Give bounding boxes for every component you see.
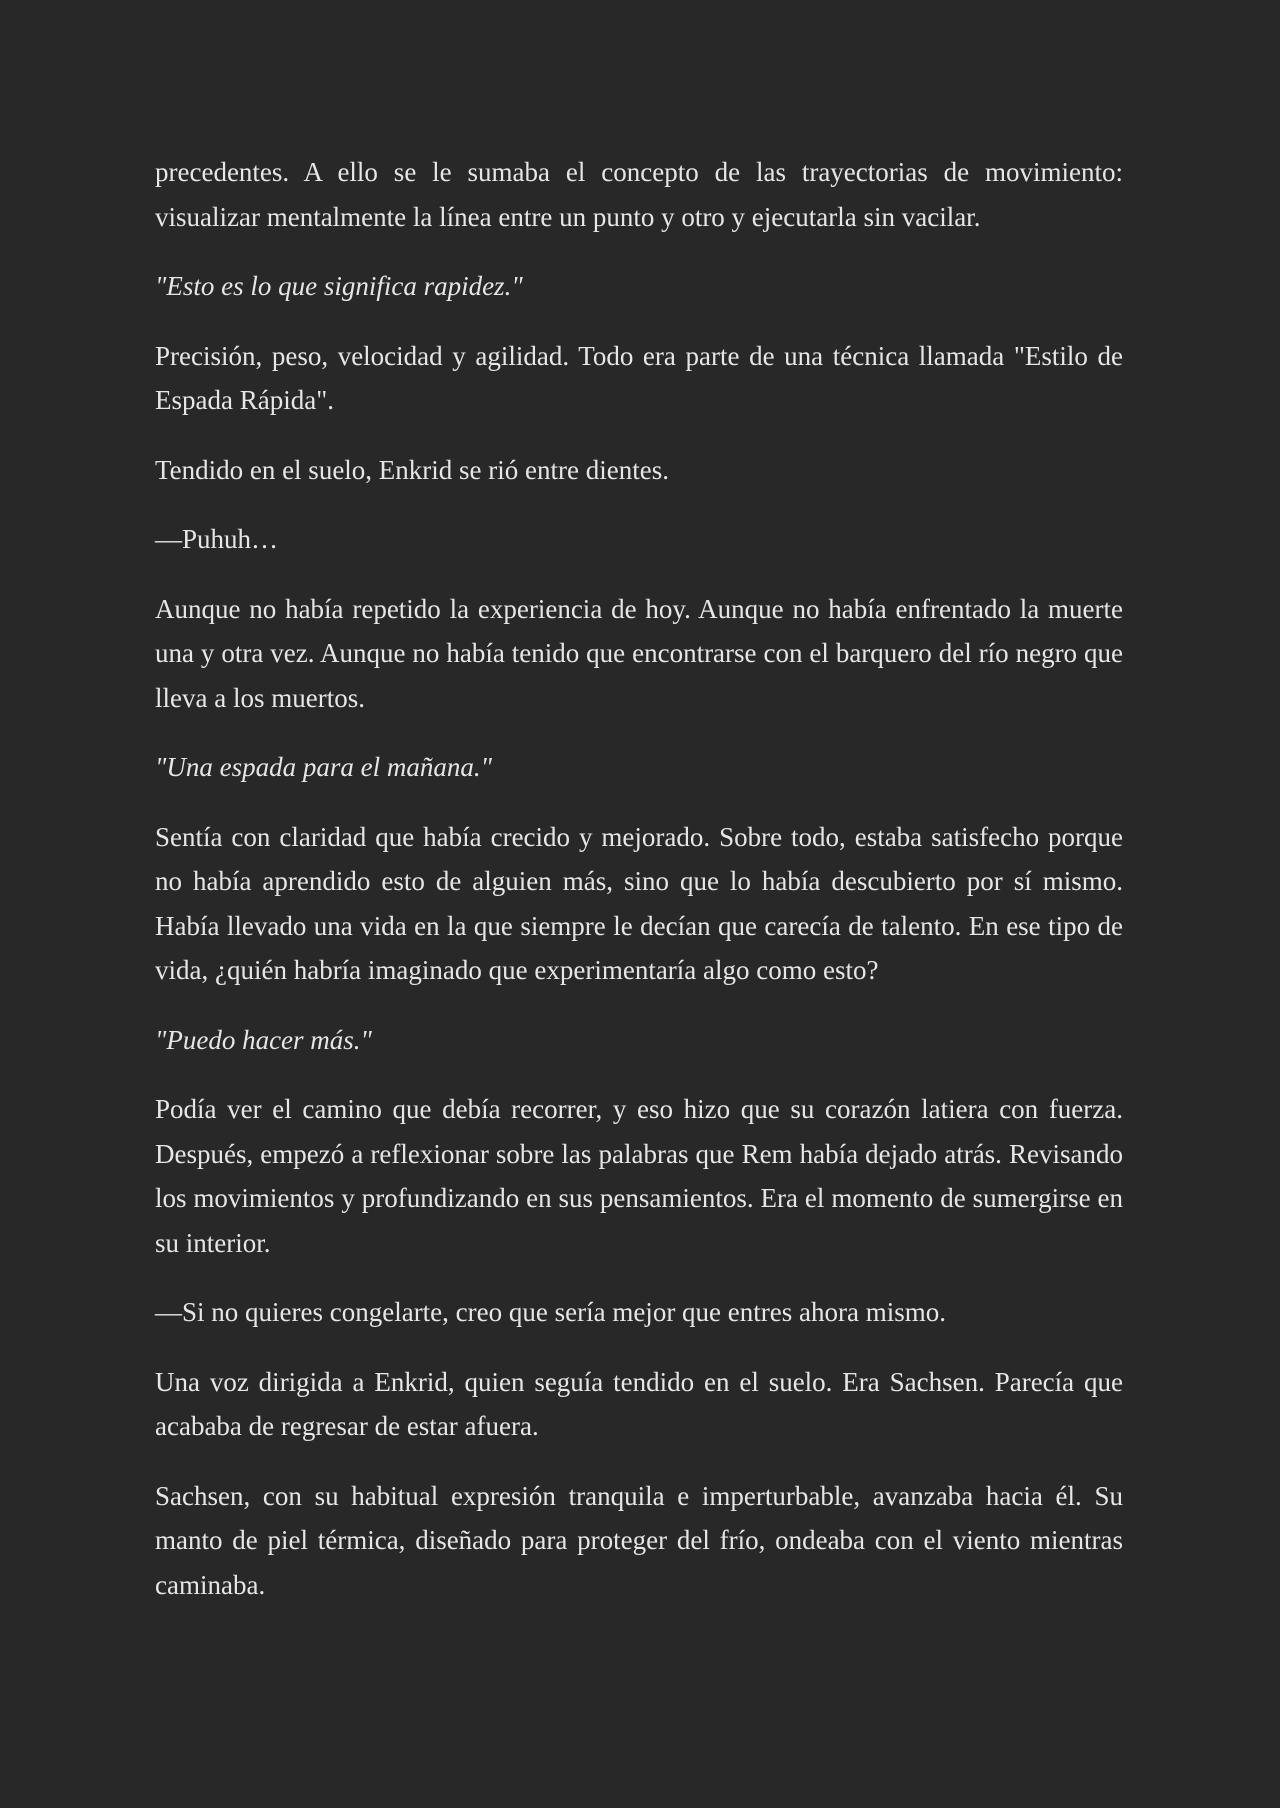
paragraph-11-dialogue: —Si no quieres congelarte, creo que sería mejor que entres ahora mismo. [155,1297,946,1327]
paragraph-8: Sentía con claridad que había crecido y mejorado. Sobre todo, estaba satisfecho porque no había aprendido esto de alguien más, sino que lo había descubierto por sí mismo. Había llevado una vida en la que siempre le decían que carecía de talento. En ese tipo de vida, ¿quién habría imaginado que experimentaría algo como esto? [155,821,1123,985]
paragraph-1: precedentes. A ello se le sumaba el concepto de las trayectorias de movimiento: visualizar mentalmente la línea entre un punto y otro y ejecutarla sin vacilar. [155,157,1123,232]
reader-page [155,150,1123,1632]
paragraph-2-thought: "Esto es lo que significa rapidez." [155,271,523,301]
paragraph-13: Sachsen, con su habitual expresión tranquila e imperturbable, avanzaba hacia él. Su manto de piel térmica, diseñado para proteger del frío, ondeaba con el viento mientras caminaba. [155,1480,1123,1600]
paragraph-7-thought: "Una espada para el mañana." [155,752,492,782]
paragraph-3: Precisión, peso, velocidad y agilidad. Todo era parte de una técnica llamada "Estilo de Espada Rápida". [155,340,1123,415]
paragraph-6: Aunque no había repetido la experiencia de hoy. Aunque no había enfrentado la muerte una y otra vez. Aunque no había tenido que encontrarse con el barquero del río negro que lleva a los muertos. [155,593,1123,713]
paragraph-9-thought: "Puedo hacer más." [155,1024,372,1055]
paragraph-12: Una voz dirigida a Enkrid, quien seguía tendido en el suelo. Era Sachsen. Parecía que acababa de regresar de estar afuera. [155,1366,1123,1441]
paragraph-4: Tendido en el suelo, Enkrid se rió entre dientes. [155,454,669,485]
paragraph-5-dialogue: —Puhuh… [155,524,279,554]
paragraph-10: Podía ver el camino que debía recorrer, y eso hizo que su corazón latiera con fuerza. Después, empezó a reflexionar sobre las palabras que Rem había dejado atrás. Revisando los movimientos y profundizando en sus pensamientos. Era el momento de sumergirse en su interior. [155,1094,1123,1258]
